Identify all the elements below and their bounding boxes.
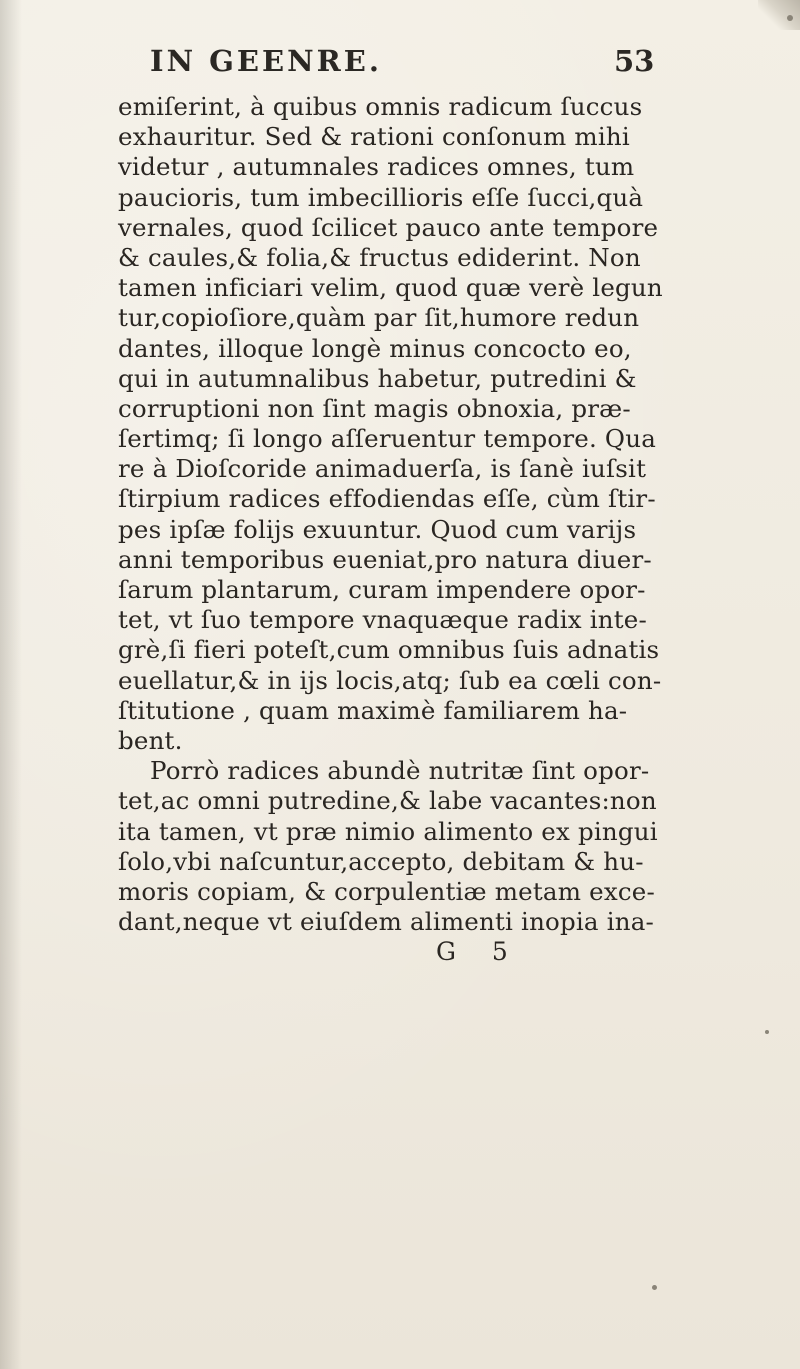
text-line: re à Dioſcoride animaduerſa, is ſanè iuſsit [118,454,647,484]
text-line: dantes, illoque longè minus concocto eo, [118,333,632,363]
text-line: tamen inficiari velim, quod quæ verè legun [118,273,663,303]
text-line: pes ipſæ folijs exuuntur. Quod cum varijs [118,514,637,544]
text-line: tet,ac omni putredine,& labe vacantes:non [118,786,657,816]
text-line: tur,copioſiore,quàm par ſit,humore redun [118,303,640,333]
text-line: ſtirpium radices effodiendas eſſe, cùm ſtir- [118,484,656,514]
page-header [0,44,800,84]
text-line: & caules,& folia,& fructus ediderint. Non [118,242,641,272]
page-number: 53 [614,44,655,78]
text-line: vernales, quod ſcilicet pauco ante tempore [118,212,659,242]
text-line: ſarum plantarum, curam impendere opor- [118,575,646,604]
text-line: moris copiam, & corpulentiæ metam exce- [118,876,655,906]
text-line: paucioris, tum imbecillioris eſſe ſucci,quà [118,182,644,212]
paper-speck [652,1285,657,1290]
text-line: euellatur,& in ijs locis,atq; ſub ea cœli con- [118,665,662,695]
text-line: Porrò radices abundè nutritæ ſint opor- [150,756,650,786]
text-line: qui in autumnalibus habetur, putredini & [118,363,637,393]
text-line: bent. [118,725,183,755]
text-line: ita tamen, vt præ nimio alimento ex pingui [118,816,658,846]
text-line: anni temporibus eueniat,pro natura diuer- [118,544,652,574]
running-title: IN GEENRE. [150,44,382,78]
text-line: ſtitutione , quam maximè familiarem ha- [118,695,628,725]
text-line: videtur , autumnales radices omnes, tum [118,152,635,182]
paper-speck [787,15,793,21]
text-line: ſolo,vbi naſcuntur,accepto, debitam & hu- [118,846,644,876]
body-text [118,92,663,967]
text-line: tet, vt ſuo tempore vnaquæque radix inte- [118,605,647,635]
page-corner [758,0,800,30]
text-line: dant,neque vt eiuſdem alimenti inopia ina- [118,907,655,937]
gutter-shadow [0,0,22,1369]
signature-mark: G 5 [436,937,522,967]
text-line: emiſerint, à quibus omnis radicum ſuccus [118,92,643,121]
text-line: exhauritur. Sed & rationi conſonum mihi [118,122,630,152]
paper-speck [765,1030,769,1034]
text-line: grè,ſi fieri poteſt,cum omnibus ſuis adnatis [118,635,660,665]
text-line: corruptioni non ſint magis obnoxia, præ- [118,393,631,423]
text-line: ſertimq; ſi longo aſſeruentur tempore. Qua [118,424,656,454]
